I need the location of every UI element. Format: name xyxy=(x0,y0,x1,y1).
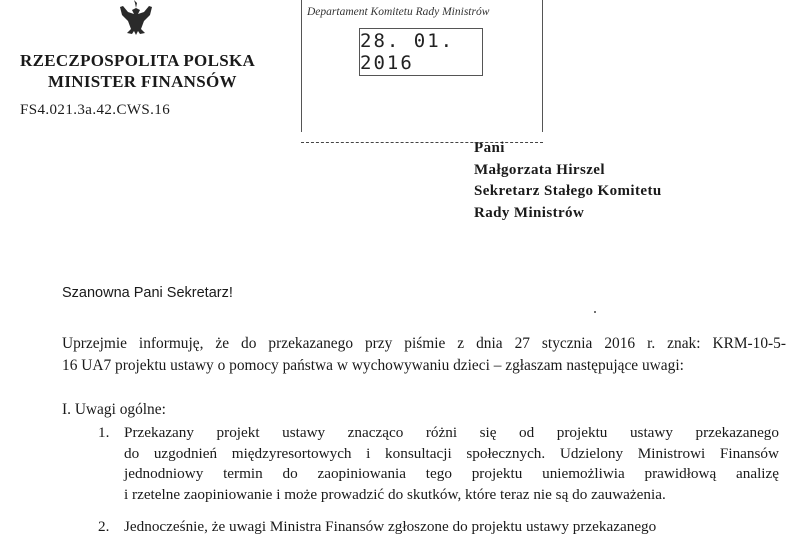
recipient-line: Pani xyxy=(474,140,505,156)
section-heading: I. Uwagi ogólne: xyxy=(62,401,166,418)
intro-line: 16 UA7 projektu ustawy o pomocy państwa w wychowywaniu dzieci – zgłaszam następujące uwagi: xyxy=(62,356,684,374)
country-name: RZECZPOSPOLITA POLSKA xyxy=(20,51,256,70)
stamp-department: Departament Komitetu Rady Ministrów xyxy=(307,6,490,18)
list-item-text xyxy=(124,423,779,505)
recipient-line: Sekretarz Stałego Komitetu xyxy=(474,183,662,199)
reference-number: FS4.021.3a.42.CWS.16 xyxy=(20,102,171,118)
speck xyxy=(594,311,596,313)
intro-line: Uprzejmie informuję, że do przekazanego przy piśmie z dnia 27 stycznia 2016 r. znak: KRM-10-5- xyxy=(62,335,786,352)
list-item-number: 1. xyxy=(98,424,110,441)
stamp-frame-left xyxy=(301,0,302,132)
list-item-line: Jednocześnie, że uwagi Ministra Finansów zgłoszone do projektu ustawy przekazanego xyxy=(124,518,657,535)
recipient-line: Małgorzata Hirszel xyxy=(474,161,605,178)
polish-eagle-emblem xyxy=(108,0,160,38)
list-item-line: i rzetelne zaopiniowanie i może prowadzić do skutków, które teraz nie są do zauważenia. xyxy=(124,485,666,503)
list-item-line: do uzgodnień międzyresortowych i konsultacji społecznych. Udzielony Ministrowi Finansów xyxy=(124,444,779,462)
salutation: Szanowna Pani Sekretarz! xyxy=(62,285,233,301)
list-item-line: jednodniowy termin do zaopiniowania tego projektu uniemożliwia prawidłową analizę xyxy=(124,465,779,482)
office-name: MINISTER FINANSÓW xyxy=(48,72,237,91)
sender-block xyxy=(20,50,255,120)
intro-paragraph xyxy=(62,333,786,376)
recipient-line: Rady Ministrów xyxy=(474,204,585,221)
recipient-block xyxy=(474,138,662,224)
stamp-frame-right xyxy=(542,0,543,132)
received-stamp xyxy=(301,0,543,148)
stamp-date: 28. 01. 2016 xyxy=(359,28,483,76)
list-item-line: Przekazany projekt ustawy znacząco różni się od projektu ustawy przekazanego xyxy=(124,424,779,441)
list-item-number: 2. xyxy=(98,518,110,535)
